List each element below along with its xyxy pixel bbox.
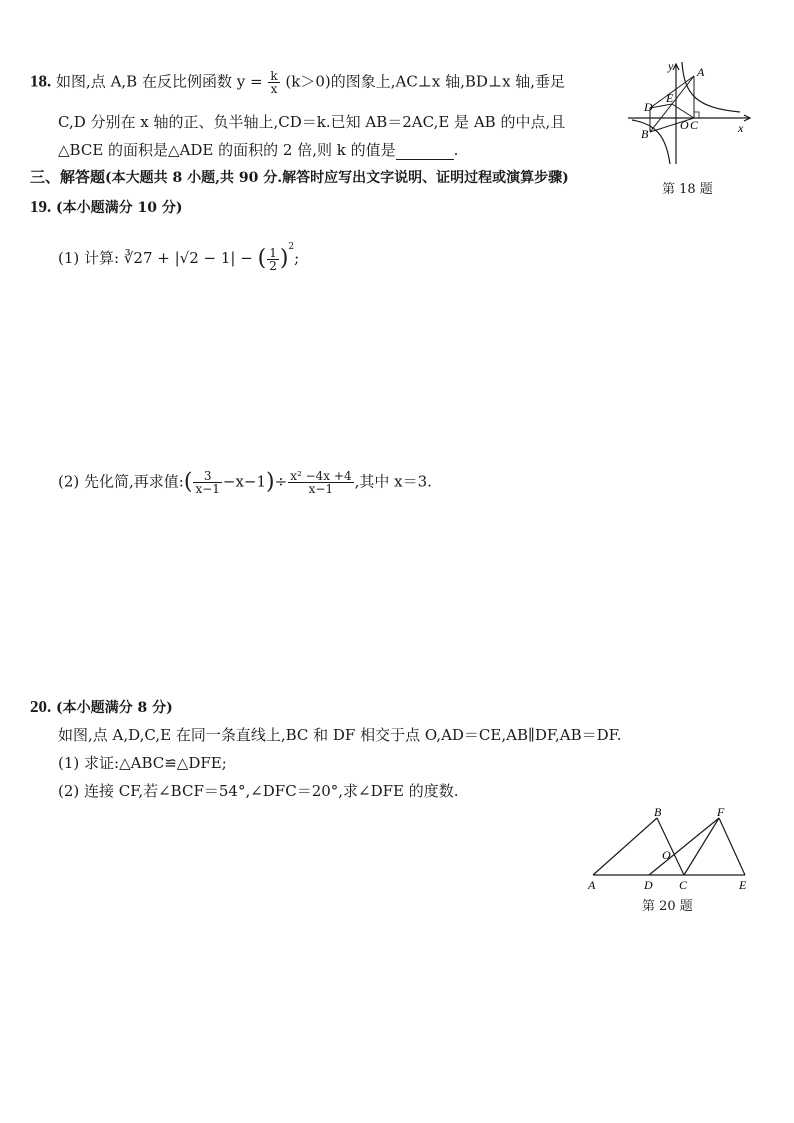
q18-line2: C,D 分别在 x 轴的正、负半轴上,CD＝k.已知 AB＝2AC,E 是 AB 的中点,且 (58, 113, 566, 131)
figure-20-caption: 第 20 题 (642, 899, 693, 914)
q19-part2-frac1 (193, 470, 221, 495)
q18-text-1a: 如图,点 A,B 在反比例函数 y = (56, 72, 263, 91)
q19-part2-label: (2) 先化简,再求值: (58, 472, 184, 491)
q19-part1 (58, 237, 299, 272)
figure-18-caption: 第 18 题 (662, 182, 713, 197)
label-E: E (739, 878, 747, 892)
segment-FE (719, 818, 745, 875)
label-A: A (697, 65, 705, 79)
q19-part2-frac1-den: x−1 (195, 482, 220, 496)
q19-part1-label: (1) 计算: (58, 249, 120, 267)
label-B: B (654, 805, 662, 819)
section-3-title: 三、解答题 (30, 168, 106, 186)
q19-part2-frac2 (288, 470, 353, 495)
q19-part1-frac (267, 247, 279, 272)
hyperbola-branch-2 (632, 120, 670, 164)
label-A: A (588, 878, 596, 892)
q19-part2 (58, 470, 432, 495)
label-B: B (641, 127, 649, 141)
label-E: E (666, 91, 674, 105)
q19-part1-end: ; (294, 249, 300, 267)
hyperbola-branch-1 (682, 62, 740, 112)
q19-part1-frac-den: 2 (269, 258, 277, 273)
q19-header (30, 197, 183, 218)
q18-text-3a: △BCE 的面积是△ADE 的面积的 2 倍,则 k 的值是 (58, 141, 396, 159)
label-D: D (644, 100, 653, 114)
segment-EC (672, 104, 694, 118)
q18-text-1b: (k＞0)的图象上,AC⊥x 轴,BD⊥x 轴,垂足 (285, 72, 566, 91)
q19-part2-frac1-num: 3 (193, 470, 221, 483)
q18-line3 (58, 140, 458, 160)
label-C: C (690, 118, 699, 132)
label-F: F (717, 805, 725, 819)
q20-part2: (2) 连接 CF,若∠BCF＝54°,∠DFC＝20°,求∠DFE 的度数. (58, 782, 459, 800)
q20-number: 20. (30, 697, 52, 716)
paren-open-2: ( (183, 469, 193, 495)
q19-part1-expr: ∛27 + |√2 − 1| − (123, 249, 253, 267)
q19-number: 19. (30, 197, 52, 216)
q19-part1-exponent: 2 (288, 242, 295, 252)
figure-18 (628, 56, 758, 176)
q19-score: (本小题满分 10 分) (56, 200, 183, 216)
figure-20 (585, 805, 760, 895)
q19-part2-end: ,其中 x＝3. (354, 472, 432, 491)
q18-number: 18. (30, 71, 52, 91)
q20-line1: 如图,点 A,D,C,E 在同一条直线上,BC 和 DF 相交于点 O,AD＝CE,AB∥DF,AB＝DF. (58, 726, 622, 744)
label-y: y (668, 59, 674, 73)
q20-score: (本小题满分 8 分) (56, 700, 173, 716)
label-C: C (679, 878, 688, 892)
q18-text-3b: . (453, 141, 459, 159)
q20-part1: (1) 求证:△ABC≌△DFE; (58, 754, 227, 772)
paren-open: ( (257, 246, 267, 271)
segment-AB (593, 818, 657, 875)
q18-line1 (30, 70, 565, 95)
paren-close-2: ) (266, 469, 275, 495)
q19-part2-mid: −x−1 (222, 472, 267, 491)
label-O: O (680, 118, 689, 132)
label-O: O (662, 848, 671, 862)
answer-blank[interactable] (396, 145, 454, 160)
q19-part2-frac2-den: x−1 (308, 482, 334, 496)
segment-DF (649, 818, 719, 875)
q19-part1-frac-num: 1 (269, 245, 277, 260)
q19-part2-frac2-num: x² −4x +4 (290, 469, 352, 483)
paren-close: ) (279, 246, 289, 271)
section-3-note: (本大题共 8 小题,共 90 分.解答时应写出文字说明、证明过程或演算步骤) (105, 170, 569, 186)
segment-CF (684, 818, 719, 875)
label-x: x (738, 121, 744, 135)
label-D: D (644, 878, 653, 892)
q20-header (30, 697, 173, 718)
q18-frac-den: x (270, 82, 278, 96)
q19-part2-div: ÷ (274, 472, 288, 491)
segment-BC (657, 818, 684, 875)
q18-fraction (268, 70, 279, 95)
section-3-header (30, 167, 569, 188)
q18-frac-num: k (270, 69, 278, 83)
